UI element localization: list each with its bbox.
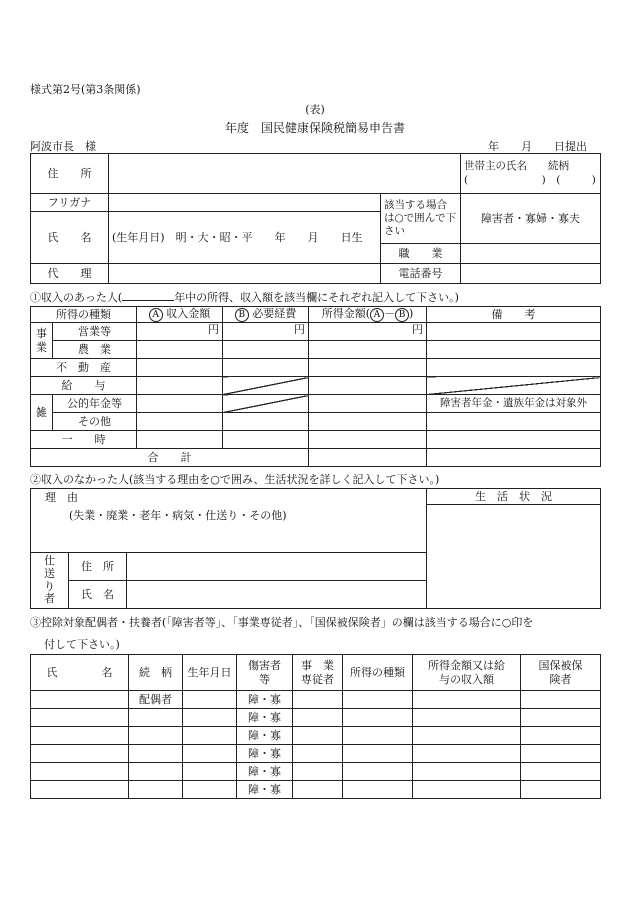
- remit-address-field[interactable]: [127, 553, 427, 581]
- revenue-header: A 収入金額: [137, 307, 223, 323]
- section1-heading: ①収入のあった人( 年中の所得、収入額を該当欄にそれぞれ記入して下さい。): [30, 291, 459, 304]
- sonota-income[interactable]: [309, 413, 427, 431]
- eigyou-remarks[interactable]: [427, 323, 601, 341]
- ichiji-income[interactable]: [309, 431, 427, 449]
- sonota-expense[interactable]: [223, 413, 309, 431]
- dep-income-amount-header: 所得金額又は給与の収入額: [413, 655, 521, 691]
- table-row: [31, 727, 601, 745]
- income-type-header: 所得の種類: [31, 307, 137, 323]
- checkbox-note: 該当する場合は○で囲んで下さい: [381, 194, 461, 244]
- disabled-widow-option[interactable]: 障・寡: [237, 745, 293, 763]
- dep-income-type-header: 所得の種類: [343, 655, 413, 691]
- reason-cell[interactable]: [31, 489, 427, 553]
- zatsu-label: 雑: [31, 395, 53, 431]
- section2-heading: ②収入のなかった人(該当する理由を○で囲み、生活状況を詳しく記入して下さい。): [30, 473, 440, 486]
- kouteki-label: 公的年金等: [53, 395, 137, 413]
- kouteki-income[interactable]: [309, 395, 427, 413]
- dep-insured-header: 国保被保険者: [521, 655, 601, 691]
- ichiji-expense[interactable]: [223, 431, 309, 449]
- form-side: (表): [305, 103, 325, 116]
- applicant-table: [30, 153, 601, 284]
- section3-heading-line1: ③控除対象配偶者・扶養者(「障害者等」、「事業専従者」、「国保被保険者」の欄は該当する場合に○印を: [30, 616, 534, 629]
- disabled-widow-option[interactable]: 障・寡: [237, 727, 293, 745]
- table-row: [31, 781, 601, 799]
- fudousan-label: 不 動 産: [31, 359, 137, 377]
- spouse-label: 配偶者: [129, 691, 183, 709]
- name-label: 氏 名: [31, 212, 109, 264]
- table-row: [31, 691, 601, 709]
- disabled-widow-option[interactable]: 障・寡: [237, 781, 293, 799]
- page-title: 年度 国民健康保険税簡易申告書: [224, 121, 405, 135]
- kouteki-revenue[interactable]: [137, 395, 223, 413]
- section3-heading-line2: 付して下さい。): [44, 638, 120, 651]
- disabled-widow-option[interactable]: 障・寡: [237, 763, 293, 781]
- agent-label: 代 理: [31, 264, 109, 284]
- business-label: 事業: [31, 323, 53, 359]
- nougyou-remarks[interactable]: [427, 341, 601, 359]
- eigyou-revenue[interactable]: 円: [137, 323, 223, 341]
- ichiji-revenue[interactable]: [137, 431, 223, 449]
- furigana-field[interactable]: [109, 194, 381, 212]
- dep-disabled-header: 傷害者等: [237, 655, 293, 691]
- dep-employee-header: 事 業専従者: [293, 655, 343, 691]
- table-row: [31, 763, 601, 781]
- phone-field[interactable]: [461, 264, 601, 284]
- remit-name-field[interactable]: [127, 581, 427, 609]
- fudousan-income[interactable]: [309, 359, 427, 377]
- addressee: 阿波市長 様: [30, 140, 96, 153]
- remit-name-label: 氏 名: [69, 581, 127, 609]
- table-row: [31, 709, 601, 727]
- sonota-label: その他: [53, 413, 137, 431]
- dependents-table: [30, 654, 601, 799]
- nougyou-label: 農 業: [53, 341, 137, 359]
- total-remarks[interactable]: [427, 449, 601, 467]
- nougyou-income[interactable]: [309, 341, 427, 359]
- nougyou-revenue[interactable]: [137, 341, 223, 359]
- expense-header: B 必要経費: [223, 307, 309, 323]
- occupation-label: 職 業: [381, 244, 461, 264]
- eigyou-income[interactable]: 円: [309, 323, 427, 341]
- kyuyo-label: 給 与: [31, 377, 137, 395]
- dep-birth-header: 生年月日: [183, 655, 237, 691]
- head-of-household-brackets: ( ) ( ): [464, 173, 596, 186]
- agent-field[interactable]: [109, 264, 381, 284]
- kouteki-expense-slash: [223, 395, 309, 413]
- sonota-remarks[interactable]: [427, 413, 601, 431]
- total-label: 合 計: [31, 449, 309, 467]
- checkbox-options[interactable]: 障害者・寡婦・寡夫: [461, 194, 601, 244]
- income-amount-header: 所得金額( A － B ): [309, 307, 427, 323]
- reason-options: (失業・廃業・老年・病気・仕送り・その他): [69, 508, 287, 522]
- address-field[interactable]: [109, 154, 461, 194]
- no-income-table: [30, 488, 601, 609]
- eigyou-expense[interactable]: 円: [223, 323, 309, 341]
- living-status-header: 生 活 状 況: [427, 489, 601, 505]
- income-table: [30, 306, 601, 467]
- head-of-household-cell[interactable]: [461, 154, 601, 194]
- dep-relation-header: 続 柄: [129, 655, 183, 691]
- living-status-field[interactable]: [427, 505, 601, 609]
- remit-label: 仕送り者: [31, 553, 69, 609]
- nougyou-expense[interactable]: [223, 341, 309, 359]
- remarks-header: 備 考: [427, 307, 601, 323]
- fudousan-revenue[interactable]: [137, 359, 223, 377]
- sonota-revenue[interactable]: [137, 413, 223, 431]
- phone-label: 電話番号: [381, 264, 461, 284]
- form-number: 様式第2号(第3条関係): [30, 83, 141, 96]
- ichiji-label: 一 時: [31, 431, 137, 449]
- kyuyo-income[interactable]: [309, 377, 427, 395]
- disabled-widow-option[interactable]: 障・寡: [237, 709, 293, 727]
- fudousan-expense[interactable]: [223, 359, 309, 377]
- reason-label: 理 由: [45, 491, 78, 504]
- total-income[interactable]: [309, 449, 427, 467]
- eigyou-label: 営業等: [53, 323, 137, 341]
- head-of-household-label: 世帯主の氏名 続柄: [464, 160, 569, 173]
- occupation-field[interactable]: [461, 244, 601, 264]
- address-label: 住 所: [31, 154, 109, 194]
- furigana-label: フリガナ: [31, 194, 109, 212]
- ichiji-remarks[interactable]: [427, 431, 601, 449]
- fudousan-remarks[interactable]: [427, 359, 601, 377]
- remit-address-label: 住 所: [69, 553, 127, 581]
- dep-name-header: 氏 名: [31, 655, 129, 691]
- kyuyo-revenue[interactable]: [137, 377, 223, 395]
- kyuyo-expense-slash: [223, 377, 309, 395]
- disabled-widow-option[interactable]: 障・寡: [237, 691, 293, 709]
- kyuyo-remarks-slash: [427, 377, 601, 395]
- pension-note: 障害者年金・遺族年金は対象外: [427, 395, 601, 413]
- table-row: [31, 745, 601, 763]
- birth-field[interactable]: (生年月日) 明・大・昭・平 年 月 日生: [109, 212, 381, 264]
- submission-date: 年 月 日提出: [488, 140, 587, 153]
